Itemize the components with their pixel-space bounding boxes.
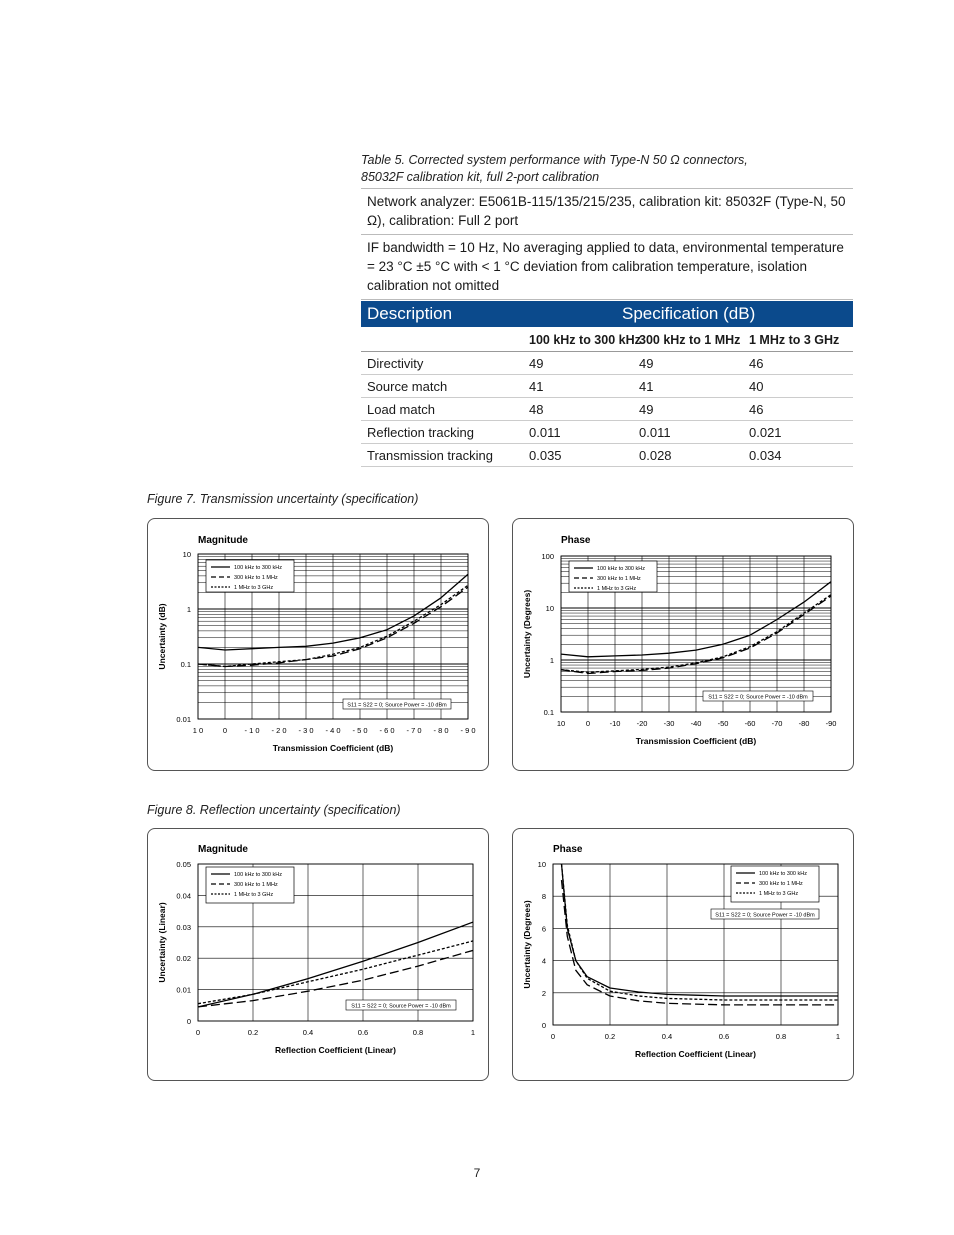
x-axis-label: Transmission Coefficient (dB) <box>635 736 757 746</box>
cell: 0.035 <box>529 448 562 463</box>
y-axis-label: Uncertainty (Degrees) <box>522 589 532 679</box>
x-tick-label: 0.8 <box>412 1028 424 1037</box>
x-tick-label: 1 <box>470 1028 476 1037</box>
table-note-conditions: IF bandwidth = 10 Hz, No averaging applied to data, environmental temperature = 23 °C ±5 °C with < 1 °C deviation from calibration temperature, isolation calibration not omitted <box>361 235 853 300</box>
legend-label: 1 MHz to 3 GHz <box>234 892 274 898</box>
cell: 48 <box>529 402 544 417</box>
y-tick-label: 6 <box>541 924 546 934</box>
cell: 0.011 <box>529 425 561 440</box>
cell: 46 <box>749 356 764 371</box>
column-header: 100 kHz to 300 kHz <box>529 333 641 347</box>
series-line <box>198 922 473 1010</box>
column-header: 1 MHz to 3 GHz <box>749 333 840 347</box>
y-tick-label: 0.01 <box>176 715 191 724</box>
y-axis-label: Uncertainty (Degrees) <box>522 900 532 989</box>
table-subheader <box>361 327 853 352</box>
x-tick-label: - 4 0 <box>325 726 341 735</box>
x-tick-label: -90 <box>825 719 837 728</box>
cell: 49 <box>639 356 654 371</box>
chart-transmission-magnitude <box>147 518 489 771</box>
legend-label: 100 kHz to 300 kHz <box>597 566 645 572</box>
header-specification: Specification (dB) <box>622 304 756 323</box>
table-row <box>361 352 853 375</box>
annotation-text: S11 = S22 = 0; Source Power = -10 dBm <box>351 1003 451 1010</box>
y-tick-label: 1 <box>186 605 191 614</box>
x-tick-label: 10 <box>556 719 566 728</box>
x-tick-label: 0 <box>195 1028 201 1037</box>
x-tick-label: 0.2 <box>247 1028 259 1037</box>
x-tick-label: -40 <box>690 719 702 728</box>
x-tick-label: 0.8 <box>775 1032 787 1041</box>
row-label: Transmission tracking <box>367 448 493 463</box>
y-tick-label: 4 <box>541 956 546 966</box>
table-row <box>361 375 853 398</box>
table-row <box>361 398 853 421</box>
x-axis-label: Reflection Coefficient (Linear) <box>635 1049 756 1059</box>
x-tick-label: 0.6 <box>357 1028 369 1037</box>
legend-label: 100 kHz to 300 kHz <box>234 565 282 571</box>
y-tick-label: 0.03 <box>176 922 191 932</box>
y-tick-label: 2 <box>541 988 546 998</box>
x-axis-label: Reflection Coefficient (Linear) <box>275 1045 396 1055</box>
cell: 41 <box>639 379 654 394</box>
table-caption-line1: Table 5. Corrected system performance with Type-N 50 Ω connectors, <box>361 153 748 167</box>
x-tick-label: 0 <box>550 1032 556 1041</box>
x-tick-label: - 2 0 <box>271 726 287 735</box>
cell: 46 <box>749 402 764 417</box>
y-tick-label: 0.02 <box>176 954 191 964</box>
cell: 0.028 <box>639 448 672 463</box>
legend-label: 300 kHz to 1 MHz <box>234 882 278 888</box>
legend-label: 1 MHz to 3 GHz <box>234 585 274 591</box>
x-tick-label: - 3 0 <box>298 726 314 735</box>
series-line <box>198 950 473 1010</box>
cell: 49 <box>529 356 544 371</box>
chart-svg <box>148 829 488 1080</box>
chart-title: Phase <box>561 535 591 546</box>
y-tick-label: 0.1 <box>543 708 554 717</box>
row-label: Load match <box>367 402 435 417</box>
chart-title: Phase <box>553 844 583 855</box>
annotation-text: S11 = S22 = 0; Source Power = -10 dBm <box>708 694 808 701</box>
legend-label: 300 kHz to 1 MHz <box>234 575 278 581</box>
x-tick-label: 1 0 <box>192 726 204 735</box>
annotation-text: S11 = S22 = 0; Source Power = -10 dBm <box>715 912 815 919</box>
y-tick-label: 0.04 <box>176 891 191 901</box>
y-tick-label: 10 <box>545 604 554 613</box>
legend-label: 1 MHz to 3 GHz <box>597 586 637 592</box>
chart-transmission-phase <box>512 518 854 771</box>
table-header <box>361 301 853 327</box>
y-tick-label: 100 <box>541 552 554 561</box>
spec-table <box>361 188 853 467</box>
x-axis-label: Transmission Coefficient (dB) <box>272 743 394 753</box>
x-tick-label: - 5 0 <box>352 726 368 735</box>
x-tick-label: 0.2 <box>604 1032 616 1041</box>
y-tick-label: 1 <box>549 656 554 665</box>
cell: 0.021 <box>749 425 782 440</box>
header-description: Description <box>367 304 453 323</box>
x-tick-label: 0 <box>585 719 591 728</box>
cell: 40 <box>749 379 764 394</box>
x-tick-label: - 7 0 <box>406 726 422 735</box>
column-header: 300 kHz to 1 MHz <box>639 333 741 347</box>
chart-svg <box>513 829 853 1080</box>
x-tick-label: 1 <box>835 1032 841 1041</box>
x-tick-label: -80 <box>798 719 810 728</box>
row-label: Source match <box>367 379 448 394</box>
y-tick-label: 0.05 <box>176 860 191 869</box>
y-axis-label: Uncertainty (dB) <box>157 603 167 670</box>
legend-label: 100 kHz to 300 kHz <box>234 872 282 878</box>
annotation-text: S11 = S22 = 0; Source Power = -10 dBm <box>347 702 447 709</box>
chart-title: Magnitude <box>198 535 248 546</box>
table-row <box>361 444 853 467</box>
table-note-analyzer: Network analyzer: E5061B-115/135/215/235, calibration kit: 85032F (Type-N, 50 Ω), calibration: Full 2 port <box>361 188 853 235</box>
x-tick-label: -30 <box>663 719 675 728</box>
chart-reflection-phase <box>512 828 854 1081</box>
chart-svg <box>148 519 488 770</box>
figure8-caption: Figure 8. Reflection uncertainty (specification) <box>147 803 401 817</box>
x-tick-label: -70 <box>771 719 783 728</box>
x-tick-label: 0.4 <box>302 1028 314 1037</box>
table-caption <box>361 152 748 186</box>
x-tick-label: - 8 0 <box>433 726 449 735</box>
x-tick-label: -10 <box>609 719 621 728</box>
x-tick-label: 0 <box>222 726 228 735</box>
cell: 41 <box>529 379 544 394</box>
x-tick-label: -50 <box>717 719 729 728</box>
x-tick-label: - 6 0 <box>379 726 395 735</box>
x-tick-label: - 1 0 <box>244 726 260 735</box>
legend-label: 1 MHz to 3 GHz <box>759 891 799 897</box>
legend-label: 300 kHz to 1 MHz <box>597 576 641 582</box>
figure7-caption: Figure 7. Transmission uncertainty (specification) <box>147 492 419 506</box>
chart-svg <box>513 519 853 770</box>
y-tick-label: 0.01 <box>176 985 191 995</box>
y-tick-label: 0.1 <box>180 660 191 669</box>
table-row <box>361 421 853 444</box>
cell: 0.011 <box>639 425 671 440</box>
row-label: Reflection tracking <box>367 425 474 440</box>
row-label: Directivity <box>367 356 424 371</box>
y-tick-label: 10 <box>182 550 191 559</box>
page-number: 7 <box>473 1166 481 1180</box>
y-tick-label: 8 <box>541 892 546 902</box>
chart-reflection-magnitude <box>147 828 489 1081</box>
y-axis-label: Uncertainty (Linear) <box>157 902 167 983</box>
y-tick-label: 0 <box>186 1017 191 1026</box>
x-tick-label: 0.4 <box>661 1032 673 1041</box>
table-caption-line2: 85032F calibration kit, full 2-port calibration <box>361 170 600 184</box>
x-tick-label: -20 <box>636 719 648 728</box>
x-tick-label: - 9 0 <box>460 726 476 735</box>
x-tick-label: 0.6 <box>718 1032 730 1041</box>
x-tick-label: -60 <box>744 719 756 728</box>
chart-title: Magnitude <box>198 844 248 855</box>
cell: 49 <box>639 402 654 417</box>
y-tick-label: 0 <box>541 1021 546 1030</box>
cell: 0.034 <box>749 448 782 463</box>
legend-label: 300 kHz to 1 MHz <box>759 881 803 887</box>
series-line <box>198 941 473 1004</box>
y-tick-label: 10 <box>537 860 546 869</box>
legend-label: 100 kHz to 300 kHz <box>759 871 807 877</box>
